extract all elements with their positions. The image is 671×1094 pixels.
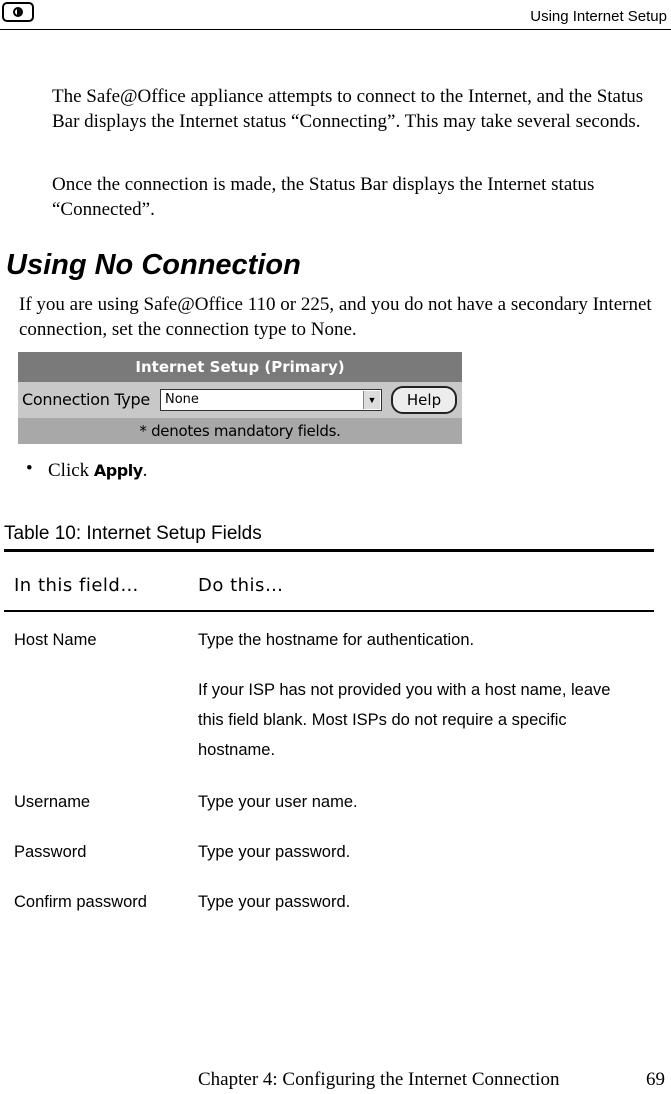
bullet-instruction [48,458,147,483]
bullet-suffix: . [142,460,148,481]
table-caption: Table 10: Internet Setup Fields [4,523,262,544]
connection-type-label: Connection Type [22,390,150,409]
help-button[interactable]: Help [391,386,457,414]
page-number: 69 [646,1069,665,1090]
header-rule [0,29,671,30]
table-top-rule [4,549,654,552]
mandatory-fields-note: * denotes mandatory fields. [18,418,462,444]
table-row-desc: Type your user name. [198,793,358,811]
section-paragraph: If you are using Safe@Office 110 or 225, and you do not have a secondary Internet connection, set the connection type to None. [19,294,652,340]
column-header-action: Do this… [198,575,284,596]
column-header-field: In this field… [14,575,139,596]
table-row-desc: Type the hostname for authentication. [198,631,475,649]
table-row-field: Confirm password [14,893,147,911]
table-row-field: Password [14,843,87,861]
table-row-desc: Type your password. [198,893,351,911]
connection-type-select[interactable] [160,389,382,411]
table-row-field: Host Name [14,631,97,649]
internet-setup-screenshot [18,352,462,444]
apply-action: Apply [93,461,143,480]
section-heading: Using No Connection [6,249,301,281]
footer-chapter: Chapter 4: Configuring the Internet Connection [198,1069,560,1090]
bullet-prefix: Click [48,460,94,481]
table-row-desc-note: If your ISP has not provided you with a host name, leave this field blank. Most ISPs do not require a specific hostname. [198,681,611,759]
screenshot-title: Internet Setup (Primary) [18,352,462,382]
connection-type-value: None [165,392,199,407]
header-logo-icon [2,2,34,22]
intro-paragraph-2: Once the connection is made, the Status Bar displays the Internet status “Connected”. [52,174,595,220]
table-header-rule [4,610,654,612]
dropdown-arrow-icon[interactable]: ▼ [363,391,380,409]
bullet-icon: • [26,458,33,479]
table-row-desc: Type your password. [198,843,351,861]
header-title: Using Internet Setup [530,8,667,25]
table-row-field: Username [14,793,91,811]
intro-paragraph-1: The Safe@Office appliance attempts to connect to the Internet, and the Status Bar displays the Internet status “Connecting”. This may take several seconds. [52,86,644,132]
